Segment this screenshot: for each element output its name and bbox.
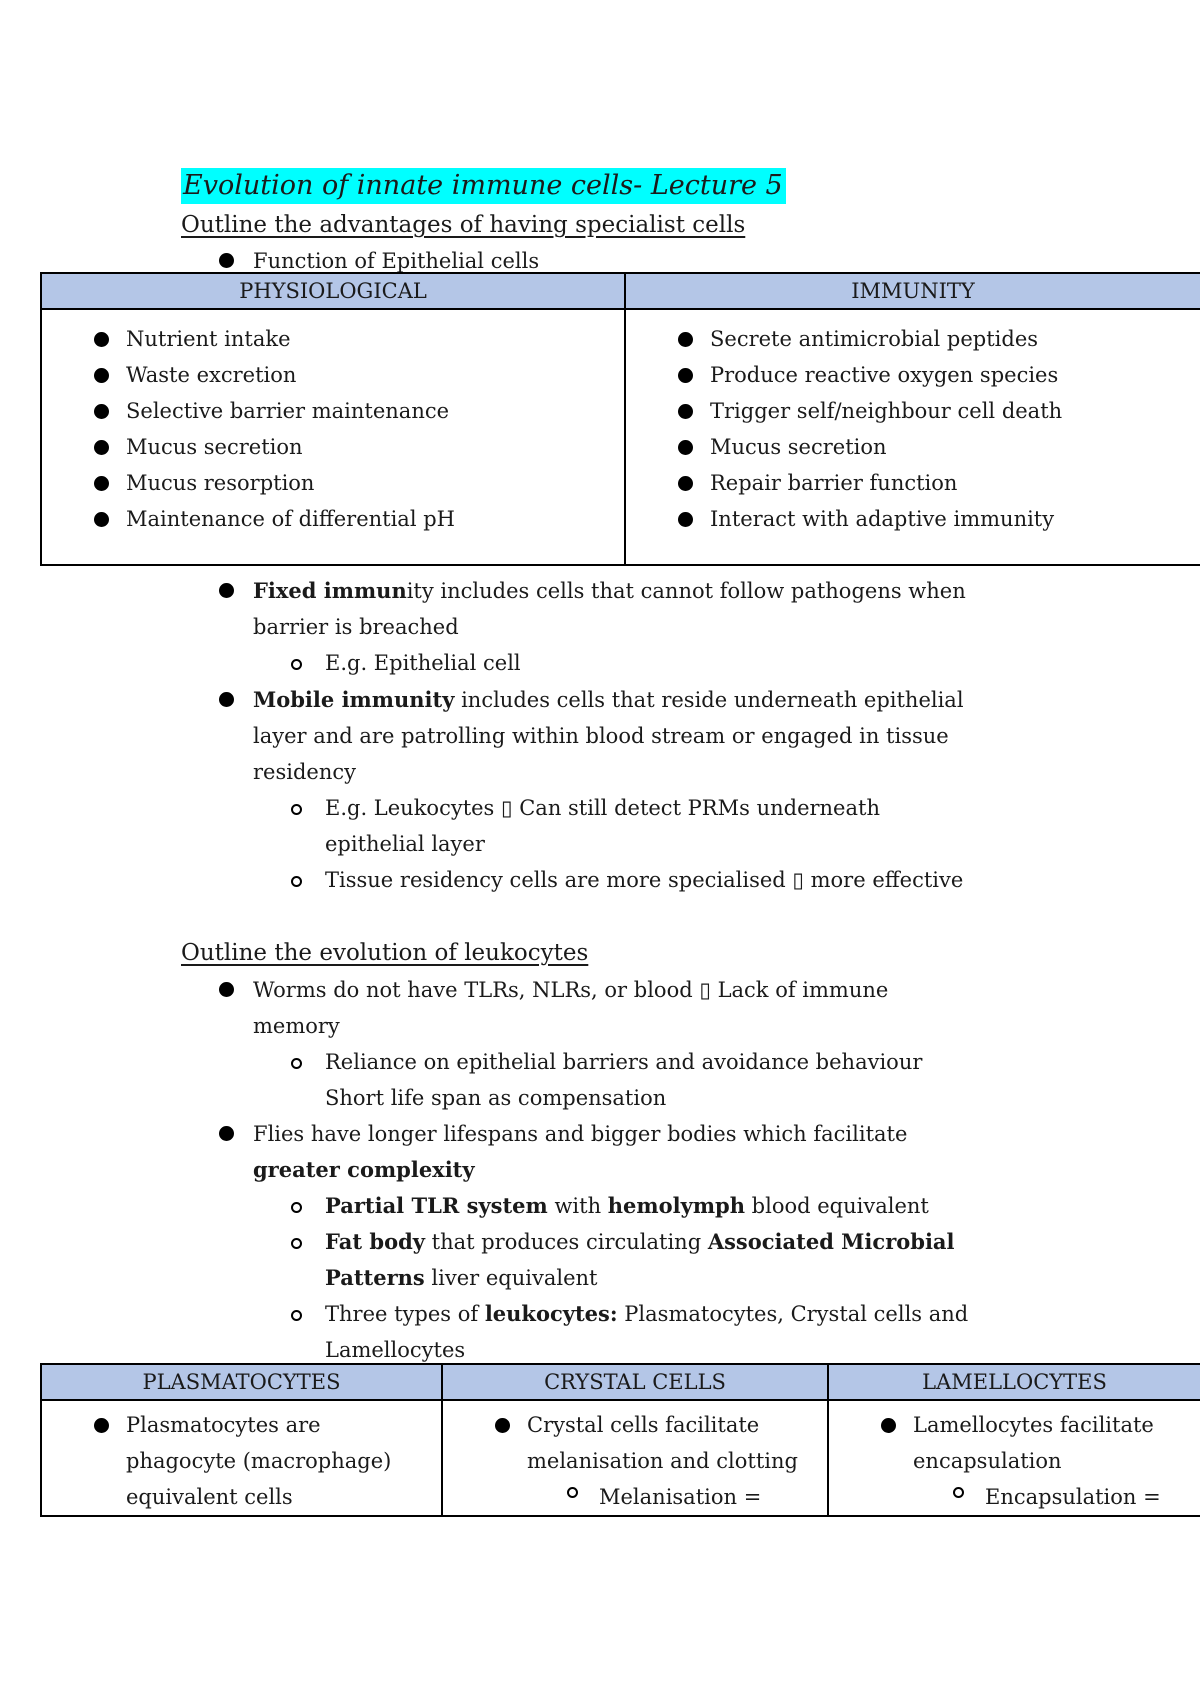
physiological-cell — [41, 309, 625, 565]
cell-line: equivalent cells — [126, 1485, 293, 1509]
flies-tlr-line: Partial TLR system with hemolymph blood equivalent — [325, 1193, 929, 1218]
list-item: Waste excretion — [42, 357, 624, 393]
fixed-immunity-line2: barrier is breached — [253, 615, 459, 639]
cell-line: Lamellocytes facilitate — [913, 1413, 1154, 1437]
sub-bullet-icon — [291, 1310, 302, 1321]
crystal-cells-cell — [442, 1400, 828, 1516]
flies-line2: greater complexity — [253, 1157, 475, 1182]
sub-bullet-icon — [291, 1202, 302, 1213]
flies-leukocytes-line2: Lamellocytes — [325, 1338, 466, 1362]
mobile-immunity-line1: Mobile immunity includes cells that reside underneath epithelial — [253, 687, 964, 712]
fixed-immunity-line1: Fixed immunity includes cells that cannot follow pathogens when — [253, 578, 966, 603]
bullet-icon — [219, 583, 234, 598]
mobile-immunity-example-line1: E.g. Leukocytes ▯ Can still detect PRMs underneath — [325, 796, 880, 820]
flies-fat-body-line2: Patterns liver equivalent — [325, 1265, 598, 1290]
list-item: Produce reactive oxygen species — [626, 357, 1200, 393]
bullet-icon — [678, 404, 693, 419]
mobile-immunity-line2: layer and are patrolling within blood stream or engaged in tissue — [253, 724, 949, 748]
bullet-icon — [678, 476, 693, 491]
flies-fat-body-line1: Fat body that produces circulating Associated Microbial — [325, 1229, 955, 1254]
bullet-icon — [678, 332, 693, 347]
table-header-plasmatocytes: PLASMATOCYTES — [41, 1364, 442, 1400]
list-item: Nutrient intake — [42, 321, 624, 357]
bullet-epithelial-function: Function of Epithelial cells — [253, 249, 540, 273]
sub-bullet-icon — [291, 876, 302, 887]
sub-bullet-icon — [291, 1058, 302, 1069]
bullet-icon — [219, 1126, 234, 1141]
mobile-immunity-example-line2: epithelial layer — [325, 832, 485, 856]
sub-bullet-icon — [291, 659, 302, 670]
section-heading-leukocytes: Outline the evolution of leukocytes — [181, 940, 589, 966]
list-item: Secrete antimicrobial peptides — [626, 321, 1200, 357]
bullet-icon — [219, 982, 234, 997]
cell-sub-line: Melanisation = — [599, 1485, 762, 1509]
bullet-icon — [678, 368, 693, 383]
bullet-icon — [678, 512, 693, 527]
sub-bullet-icon — [291, 1238, 302, 1249]
bullet-icon — [94, 332, 109, 347]
worms-line2: memory — [253, 1014, 340, 1038]
list-item: Selective barrier maintenance — [42, 393, 624, 429]
cell-line: melanisation and clotting — [527, 1449, 798, 1473]
list-item: Mucus secretion — [42, 429, 624, 465]
cell-line: phagocyte (macrophage) — [126, 1449, 392, 1473]
list-item: Interact with adaptive immunity — [626, 501, 1200, 537]
table-header-physiological: PHYSIOLOGICAL — [41, 273, 625, 309]
page-title: Evolution of innate immune cells- Lecture 5 — [181, 168, 786, 204]
sub-bullet-icon — [291, 804, 302, 815]
list-item: Trigger self/neighbour cell death — [626, 393, 1200, 429]
bullet-icon — [678, 440, 693, 455]
plasmatocytes-cell — [41, 1400, 442, 1516]
lamellocytes-cell — [828, 1400, 1200, 1516]
table-header-immunity: IMMUNITY — [625, 273, 1200, 309]
list-item: Repair barrier function — [626, 465, 1200, 501]
list-item: Maintenance of differential pH — [42, 501, 624, 537]
cell-line: Crystal cells facilitate — [527, 1413, 760, 1437]
worms-line1: Worms do not have TLRs, NLRs, or blood ▯ Lack of immune — [253, 978, 889, 1002]
cell-line: encapsulation — [913, 1449, 1062, 1473]
section-heading-specialist-cells: Outline the advantages of having specialist cells — [181, 212, 746, 238]
bullet-icon — [219, 253, 234, 268]
bullet-icon — [94, 476, 109, 491]
epithelial-function-table — [40, 272, 1200, 566]
bullet-icon — [94, 368, 109, 383]
tissue-residency-line: Tissue residency cells are more specialised ▯ more effective — [325, 868, 964, 892]
list-item: Mucus secretion — [626, 429, 1200, 465]
cell-line: Plasmatocytes are — [126, 1413, 321, 1437]
leukocyte-types-table — [40, 1363, 1200, 1517]
worms-sub-line2: Short life span as compensation — [325, 1086, 667, 1110]
cell-sub-line: Encapsulation = — [985, 1485, 1161, 1509]
list-item: Mucus resorption — [42, 465, 624, 501]
bullet-icon — [219, 692, 234, 707]
fixed-immunity-example: E.g. Epithelial cell — [325, 651, 521, 675]
bullet-icon — [94, 512, 109, 527]
flies-leukocytes-line1: Three types of leukocytes: Plasmatocytes, Crystal cells and — [325, 1301, 969, 1326]
table-header-lamellocytes: LAMELLOCYTES — [828, 1364, 1200, 1400]
flies-line1: Flies have longer lifespans and bigger bodies which facilitate — [253, 1122, 908, 1146]
table-header-crystal-cells: CRYSTAL CELLS — [442, 1364, 828, 1400]
bullet-icon — [94, 440, 109, 455]
immunity-cell — [625, 309, 1200, 565]
bullet-icon — [94, 404, 109, 419]
mobile-immunity-line3: residency — [253, 760, 356, 784]
worms-sub-line1: Reliance on epithelial barriers and avoidance behaviour — [325, 1050, 923, 1074]
